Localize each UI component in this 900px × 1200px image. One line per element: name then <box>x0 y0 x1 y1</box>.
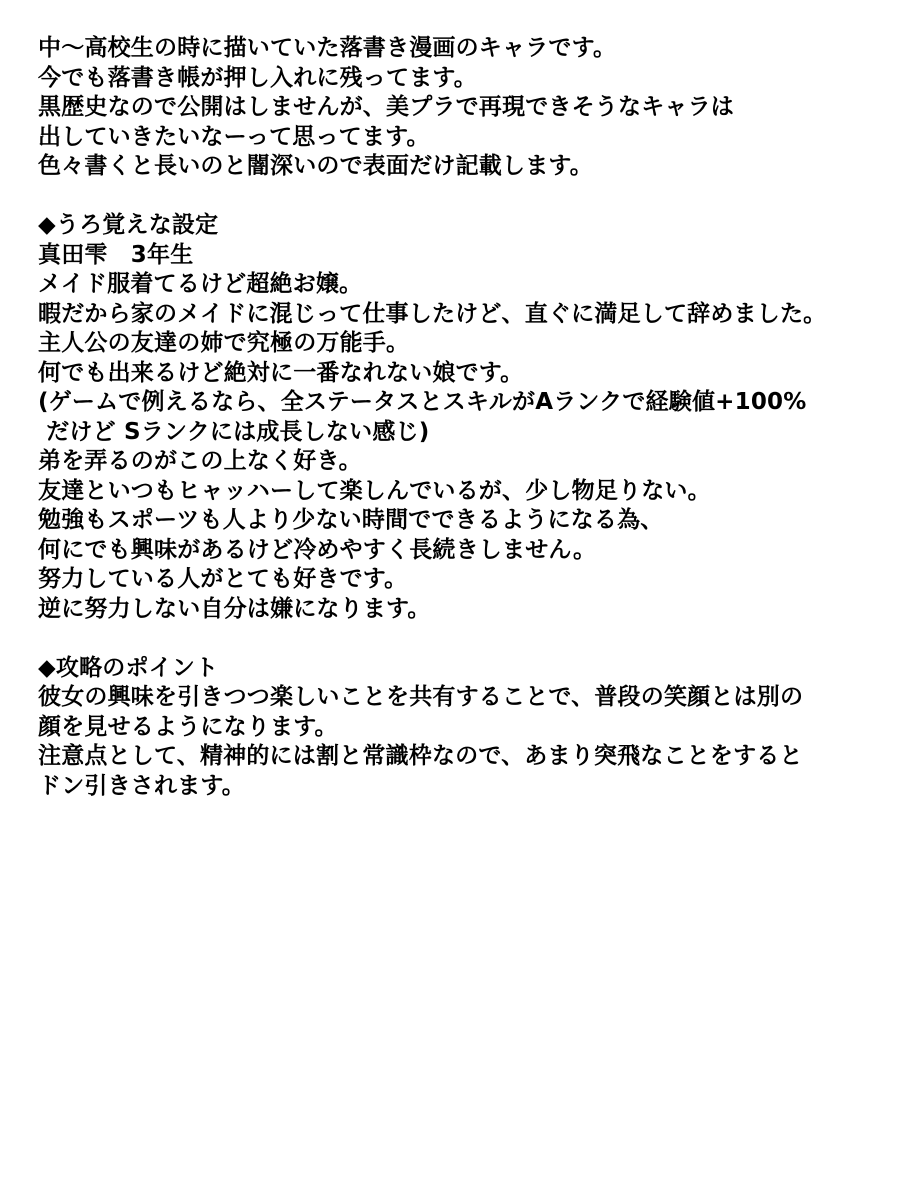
tips-line: 彼女の興味を引きつつ楽しいことを共有することで、普段の笑顔とは別の <box>38 684 804 710</box>
intro-line: 色々書くと長いのと闇深いので表面だけ記載します。 <box>38 153 593 179</box>
settings-line: 真田雫 3年生 <box>38 241 194 268</box>
settings-line: 主人公の友達の姉で究極の万能手。 <box>38 330 410 356</box>
section-spacer <box>38 624 888 654</box>
settings-line: 逆に努力しない自分は嫌になります。 <box>38 595 431 622</box>
section-spacer <box>38 182 888 212</box>
tips-section <box>38 654 888 802</box>
intro-line: 出していきたいなーって思ってます。 <box>38 123 430 150</box>
settings-line: 何でも出来るけど絶対に一番なれない娘です。 <box>38 359 524 386</box>
intro-line: 今でも落書き帳が押し入れに残ってます。 <box>38 64 477 91</box>
settings-line: 暇だから家のメイドに混じって仕事したけど、直ぐに満足して辞めました。 <box>38 300 827 327</box>
tips-line: 顔を見せるようになります。 <box>38 713 338 740</box>
intro-line: 中～高校生の時に描いていた落書き漫画のキャラです。 <box>38 35 617 61</box>
settings-line: 弟を弄るのがこの上なく好き。 <box>38 448 362 474</box>
settings-line: 友達といつもヒャッハーして楽しんでいるが、少し物足りない。 <box>38 477 711 504</box>
settings-line: だけど Sランクには成長しない感じ) <box>38 418 430 445</box>
intro-section <box>38 34 888 182</box>
settings-line: (ゲームで例えるなら、全ステータスとスキルがAランクで経験値+100% <box>38 389 807 415</box>
tips-line: ドン引きされます。 <box>38 772 245 799</box>
tips-heading: ◆攻略のポイント <box>38 654 219 681</box>
settings-line: 勉強もスポーツも人より少ない時間でできるようになる為、 <box>38 507 664 533</box>
settings-line: 何にでも興味があるけど冷めやすく長続きしません。 <box>38 536 597 563</box>
tips-line: 注意点として、精神的には割と常識枠なので、あまり突飛なことをすると <box>38 743 803 769</box>
settings-line: メイド服着てるけど超絶お嬢。 <box>38 271 363 297</box>
settings-section <box>38 211 888 624</box>
settings-heading: ◆うろ覚えな設定 <box>38 212 219 238</box>
intro-line: 黒歴史なので公開はしませんが、美プラで再現できそうなキャラは <box>38 94 734 120</box>
document-body <box>38 34 888 801</box>
settings-line: 努力している人がとても好きです。 <box>38 566 408 592</box>
